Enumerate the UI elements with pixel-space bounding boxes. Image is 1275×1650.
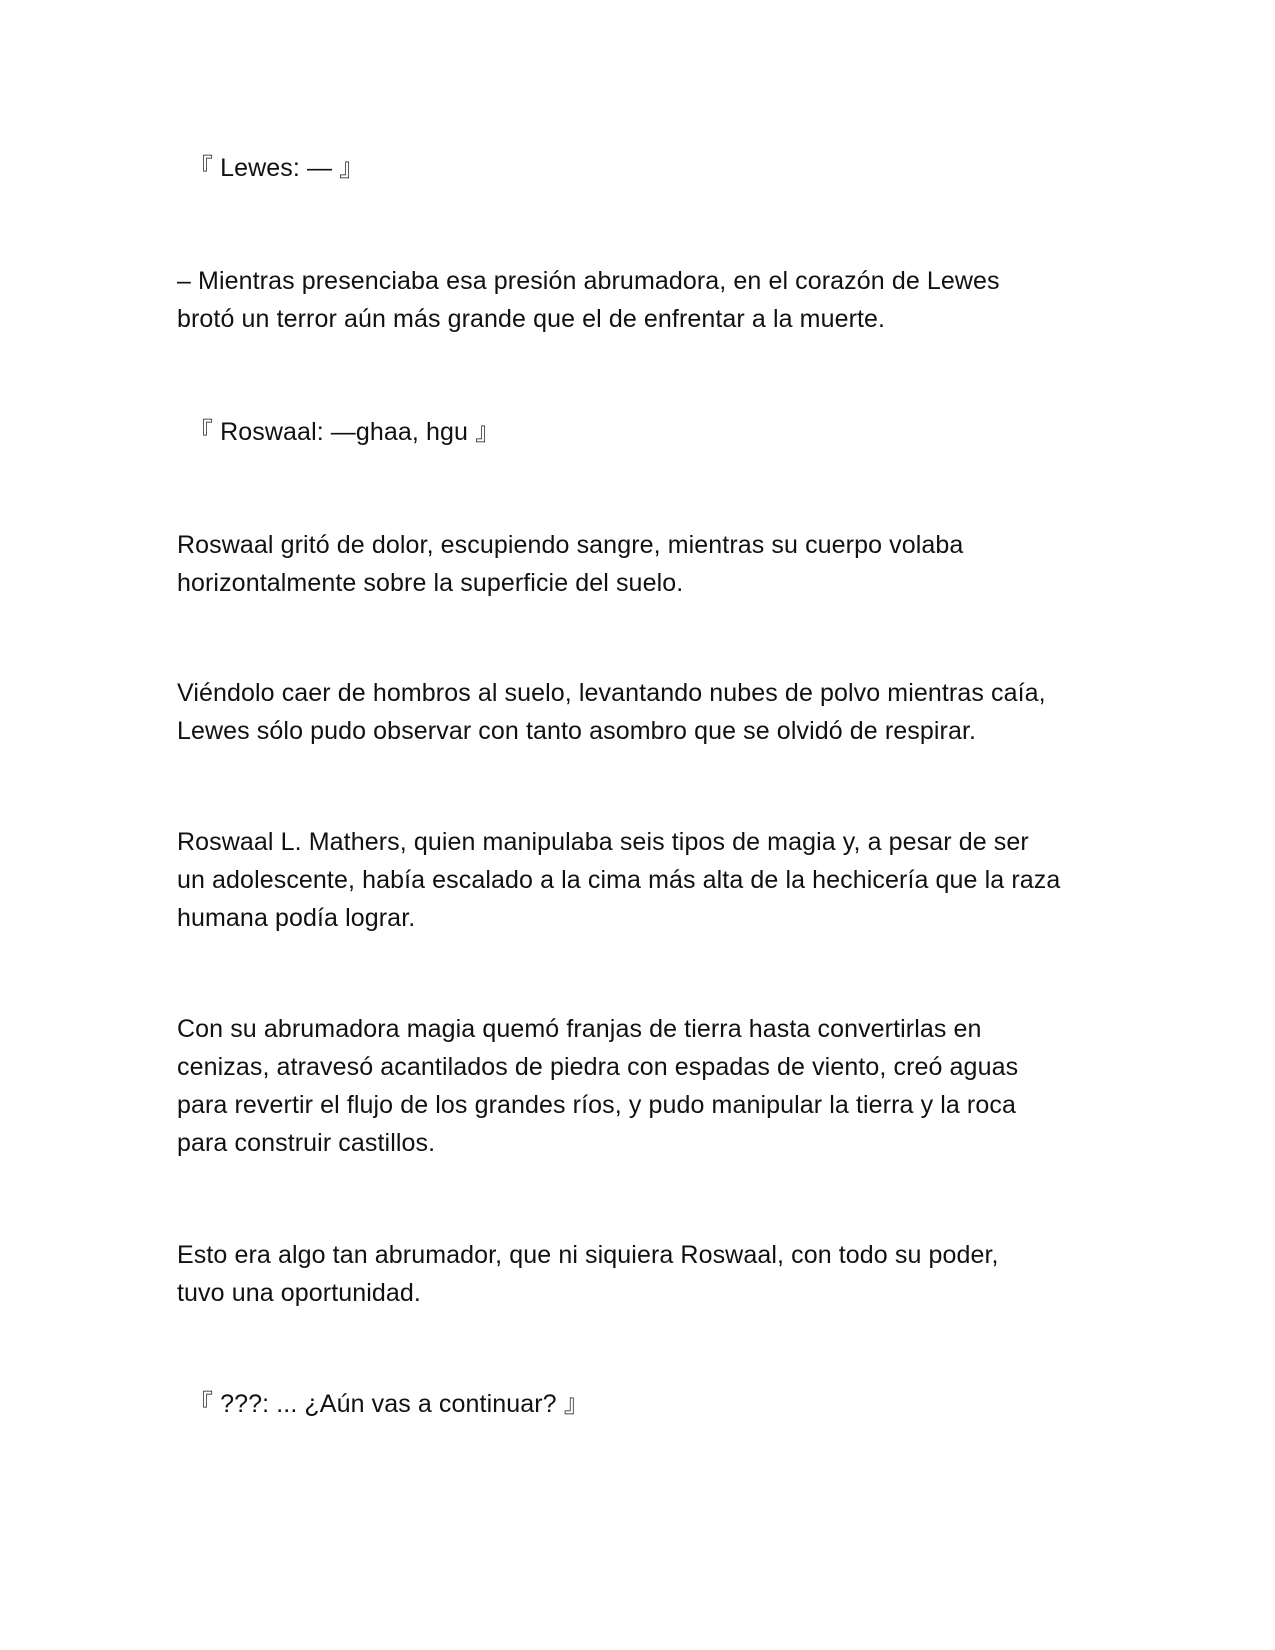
paragraph-2-line-2: horizontalmente sobre la superficie del suelo. — [177, 569, 684, 597]
dialogue-unknown: 『 ???: ... ¿Aún vas a continuar? 』 — [188, 1390, 589, 1418]
paragraph-2-line-1: Roswaal gritó de dolor, escupiendo sangre, mientras su cuerpo volaba — [177, 531, 964, 559]
paragraph-4-line-3: humana podía lograr. — [177, 904, 416, 932]
paragraph-3-line-1: Viéndolo caer de hombros al suelo, levantando nubes de polvo mientras caía, — [177, 679, 1046, 707]
paragraph-6-line-1: Esto era algo tan abrumador, que ni siquiera Roswaal, con todo su poder, — [177, 1241, 999, 1269]
dialogue-lewes: 『 Lewes: — 』 — [188, 154, 365, 182]
paragraph-4-line-1: Roswaal L. Mathers, quien manipulaba seis tipos de magia y, a pesar de ser — [177, 828, 1029, 856]
paragraph-5-line-1: Con su abrumadora magia quemó franjas de tierra hasta convertirlas en — [177, 1015, 982, 1043]
paragraph-5-line-2: cenizas, atravesó acantilados de piedra con espadas de viento, creó aguas — [177, 1053, 1019, 1081]
paragraph-4-line-2: un adolescente, había escalado a la cima más alta de la hechicería que la raza — [177, 866, 1061, 894]
paragraph-5-line-3: para revertir el flujo de los grandes ríos, y pudo manipular la tierra y la roca — [177, 1091, 1016, 1119]
paragraph-3-line-2: Lewes sólo pudo observar con tanto asombro que se olvidó de respirar. — [177, 717, 977, 745]
paragraph-6-line-2: tuvo una oportunidad. — [177, 1279, 421, 1307]
paragraph-1-line-1: – Mientras presenciaba esa presión abrumadora, en el corazón de Lewes — [177, 267, 1000, 295]
paragraph-1-line-2: brotó un terror aún más grande que el de enfrentar a la muerte. — [177, 305, 886, 333]
paragraph-5-line-4: para construir castillos. — [177, 1129, 436, 1157]
dialogue-roswaal: 『 Roswaal: —ghaa, hgu 』 — [188, 418, 501, 446]
